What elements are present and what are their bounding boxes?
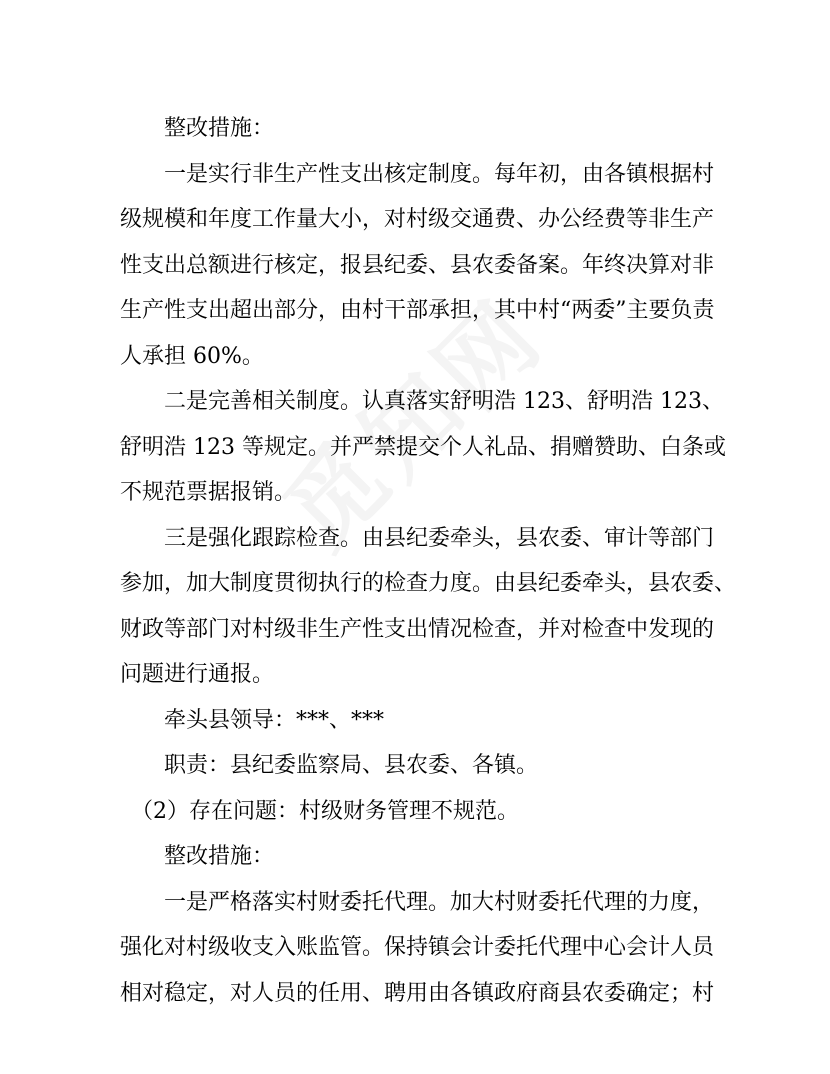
text-line: 整改措施： <box>120 844 275 869</box>
text-line: 相对稳定，对人员的任用、聘用由各镇政府商县农委确定；村 <box>120 980 715 1006</box>
text-line: 生产性支出超出部分，由村干部承担，其中村“两委”主要负责 <box>120 298 715 323</box>
text-line: 人承担 60%。 <box>120 343 264 369</box>
text-line: （2）存在问题：村级财务管理不规范。 <box>120 798 519 824</box>
text-line: 整改措施： <box>120 116 275 141</box>
text-line: 二是完善相关制度。认真落实舒明浩 123、舒明浩 123、 <box>120 389 724 414</box>
text-line: 财政等部门对村级非生产性支出情况检查，并对检查中发现的 <box>120 616 715 642</box>
document-body <box>120 106 737 1016</box>
text-line: 一是实行非生产性支出核定制度。每年初，由各镇根据村 <box>120 161 715 187</box>
text-line: 性支出总额进行核定，报县纪委、县农委备案。年终决算对非 <box>120 252 715 278</box>
text-line: 牵头县领导：***、*** <box>120 707 385 733</box>
text-line: 强化对村级收支入账监管。保持镇会计委托代理中心会计人员 <box>120 935 715 960</box>
text-line: 职责：县纪委监察局、县农委、各镇。 <box>120 753 539 778</box>
text-line: 一是严格落实村财委托代理。加大村财委托代理的力度， <box>120 889 715 915</box>
text-line: 参加，加大制度贯彻执行的检查力度。由县纪委牵头，县农委、 <box>120 571 737 596</box>
text-line: 问题进行通报。 <box>120 662 275 687</box>
text-line: 不规范票据报销。 <box>120 480 297 505</box>
text-line: 舒明浩 123 等规定。并严禁提交个人礼品、捐赠赞助、白条或 <box>120 434 726 460</box>
text-line: 级规模和年度工作量大小，对村级交通费、办公经费等非生产 <box>120 207 715 232</box>
text-line: 三是强化跟踪检查。由县纪委牵头，县农委、审计等部门 <box>120 525 715 551</box>
